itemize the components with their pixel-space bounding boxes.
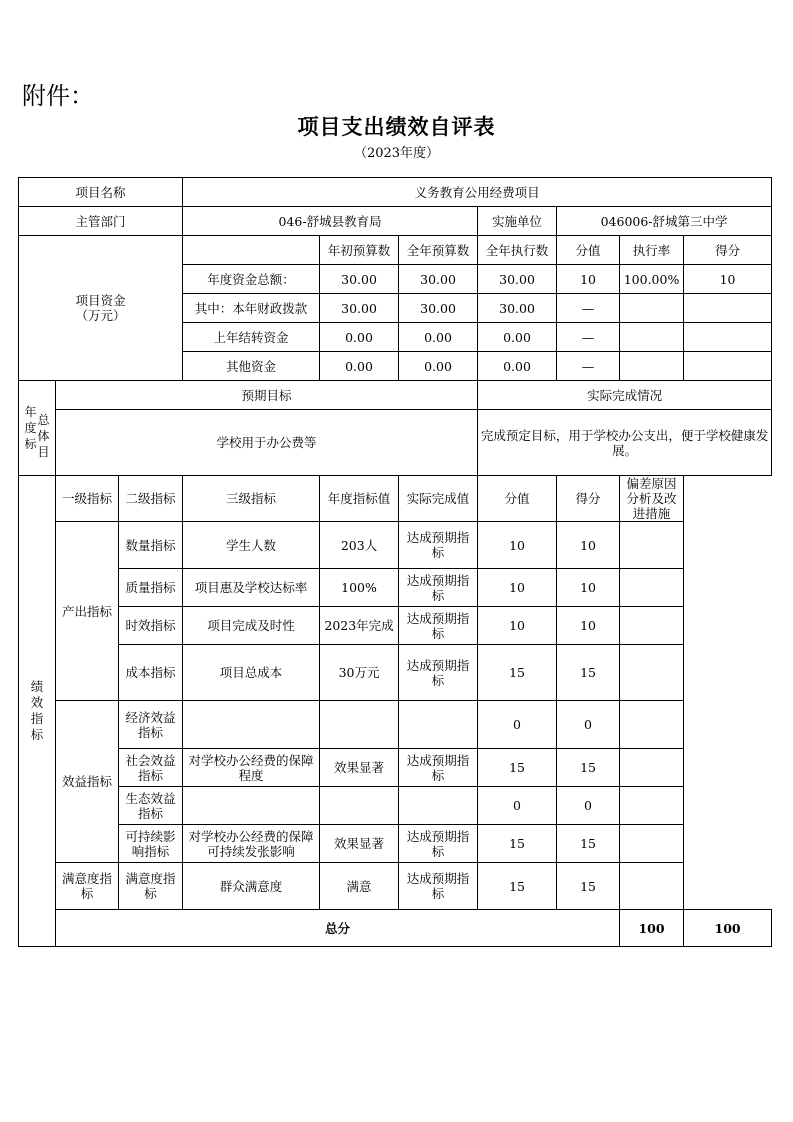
indicator-row <box>19 701 772 749</box>
indicator-score-value: 15 <box>478 749 557 787</box>
indicator-target: 100% <box>320 569 399 607</box>
funds-row-initial: 0.00 <box>320 323 399 352</box>
annual-goal-char-e: 体 <box>37 429 50 443</box>
indicator-level2: 满意度指标 <box>119 863 183 910</box>
indicator-score-value: 10 <box>478 522 557 569</box>
indicator-actual: 达成预期指标 <box>399 607 478 645</box>
indicator-deviation <box>620 645 684 701</box>
indicator-target <box>320 701 399 749</box>
indicator-score: 15 <box>557 749 620 787</box>
indicator-level2: 社会效益指标 <box>119 749 183 787</box>
actual-completion-header: 实际完成情况 <box>478 381 772 410</box>
indicator-score: 10 <box>557 569 620 607</box>
implementing-unit-label: 实施单位 <box>478 207 557 236</box>
funds-row-rate: 100.00% <box>620 265 684 294</box>
output-indicator-label: 产出指标 <box>56 522 119 701</box>
funds-row-executed: 0.00 <box>478 352 557 381</box>
indicator-score: 15 <box>557 825 620 863</box>
report-year: （2023年度） <box>353 146 440 161</box>
indicator-row <box>19 569 772 607</box>
indicator-row <box>19 825 772 863</box>
total-score-value: 100 <box>620 910 684 947</box>
indicator-score: 0 <box>557 787 620 825</box>
header-level2: 二级指标 <box>119 476 183 522</box>
funds-header-rate: 执行率 <box>620 236 684 265</box>
performance-indicators-label <box>19 476 56 947</box>
annual-goal-label <box>19 381 56 476</box>
funds-row-score <box>684 323 772 352</box>
funds-row-rate <box>620 352 684 381</box>
indicator-target: 满意 <box>320 863 399 910</box>
funds-row-score: 10 <box>684 265 772 294</box>
indicator-actual: 达成预期指标 <box>399 645 478 701</box>
indicator-score-value: 15 <box>478 645 557 701</box>
satisfaction-indicator-label: 满意度指标 <box>56 863 119 910</box>
indicator-deviation <box>620 522 684 569</box>
funds-row-executed: 30.00 <box>478 294 557 323</box>
indicator-score: 15 <box>557 645 620 701</box>
indicator-target: 203人 <box>320 522 399 569</box>
indicator-deviation <box>620 569 684 607</box>
header-score: 得分 <box>557 476 620 522</box>
indicator-actual: 达成预期指标 <box>399 522 478 569</box>
attachment-label: 附件： <box>22 82 94 110</box>
indicator-target: 效果显著 <box>320 825 399 863</box>
department-row <box>19 207 772 236</box>
department-value: 046-舒城县教育局 <box>183 207 478 236</box>
indicator-level3: 项目总成本 <box>183 645 320 701</box>
indicator-actual: 达成预期指标 <box>399 569 478 607</box>
indicator-score: 15 <box>557 863 620 910</box>
indicator-score: 0 <box>557 701 620 749</box>
performance-indicators-text: 绩效指标 <box>30 679 44 742</box>
indicator-level3: 对学校办公经费的保障可持续发张影响 <box>183 825 320 863</box>
actual-completion-value: 完成预定目标，用于学校办公支出，便于学校健康发展。 <box>478 410 772 476</box>
total-score: 100 <box>684 910 772 947</box>
annual-goal-char-a: 年 <box>24 405 37 419</box>
funds-row-executed: 30.00 <box>478 265 557 294</box>
indicator-actual: 达成预期指标 <box>399 863 478 910</box>
page-title: 项目支出绩效自评表 <box>297 114 496 139</box>
header-target: 年度指标值 <box>320 476 399 522</box>
funds-header-executed: 全年执行数 <box>478 236 557 265</box>
benefit-indicator-label: 效益指标 <box>56 701 119 863</box>
indicator-level2: 数量指标 <box>119 522 183 569</box>
funds-row-annual: 0.00 <box>399 323 478 352</box>
indicator-score-value: 15 <box>478 825 557 863</box>
indicator-row <box>19 522 772 569</box>
project-name-value: 义务教育公用经费项目 <box>183 178 772 207</box>
funds-row-score-value: — <box>557 294 620 323</box>
project-name-label: 项目名称 <box>19 178 183 207</box>
indicator-level2: 成本指标 <box>119 645 183 701</box>
indicator-score: 10 <box>557 522 620 569</box>
indicator-target <box>320 787 399 825</box>
indicator-actual: 达成预期指标 <box>399 749 478 787</box>
goals-header-row <box>19 381 772 410</box>
indicator-deviation <box>620 607 684 645</box>
funds-row-score <box>684 352 772 381</box>
expected-goal-header: 预期目标 <box>56 381 478 410</box>
funds-row-annual: 30.00 <box>399 294 478 323</box>
annual-goal-char-b: 度 <box>24 421 37 435</box>
project-name-row <box>19 178 772 207</box>
indicator-score-value: 10 <box>478 569 557 607</box>
funds-header-score: 得分 <box>684 236 772 265</box>
indicator-deviation <box>620 701 684 749</box>
indicator-level2: 时效指标 <box>119 607 183 645</box>
indicator-level3 <box>183 787 320 825</box>
funds-header-row <box>19 236 772 265</box>
funds-row-label: 其中：本年财政拨款 <box>183 294 320 323</box>
indicator-level3 <box>183 701 320 749</box>
indicator-target: 2023年完成 <box>320 607 399 645</box>
header-score-value: 分值 <box>478 476 557 522</box>
funds-row-score <box>684 294 772 323</box>
indicator-deviation <box>620 787 684 825</box>
funds-row-score-value: — <box>557 323 620 352</box>
implementing-unit-value: 046006-舒城第三中学 <box>557 207 772 236</box>
indicator-deviation <box>620 863 684 910</box>
header-actual: 实际完成值 <box>399 476 478 522</box>
indicator-level3: 群众满意度 <box>183 863 320 910</box>
funds-row-annual: 30.00 <box>399 265 478 294</box>
annual-goal-char-d: 总 <box>37 413 50 427</box>
funds-row-annual: 0.00 <box>399 352 478 381</box>
funds-row-initial: 0.00 <box>320 352 399 381</box>
header-level3: 三级指标 <box>183 476 320 522</box>
evaluation-table <box>18 177 772 947</box>
indicator-row <box>19 607 772 645</box>
funds-header-initial: 年初预算数 <box>320 236 399 265</box>
annual-goal-char-f: 目 <box>37 445 50 459</box>
indicator-row <box>19 749 772 787</box>
indicator-level3: 项目惠及学校达标率 <box>183 569 320 607</box>
indicator-deviation <box>620 749 684 787</box>
funds-row-initial: 30.00 <box>320 294 399 323</box>
funds-header-score-value: 分值 <box>557 236 620 265</box>
funds-label-line1: 项目资金 <box>75 293 126 308</box>
header-deviation: 偏差原因分析及改进措施 <box>620 476 684 522</box>
indicator-level3: 学生人数 <box>183 522 320 569</box>
indicator-target: 30万元 <box>320 645 399 701</box>
total-row <box>19 910 772 947</box>
indicators-header-row <box>19 476 772 522</box>
expected-goal-value: 学校用于办公费等 <box>56 410 478 476</box>
funds-header-annual: 全年预算数 <box>399 236 478 265</box>
annual-goal-char-c: 标 <box>24 437 37 451</box>
indicator-actual: 达成预期指标 <box>399 825 478 863</box>
indicator-row <box>19 787 772 825</box>
indicator-actual <box>399 787 478 825</box>
indicator-row <box>19 645 772 701</box>
indicator-target: 效果显著 <box>320 749 399 787</box>
indicator-score: 10 <box>557 607 620 645</box>
funds-row-score-value: 10 <box>557 265 620 294</box>
header-level1: 一级指标 <box>56 476 119 522</box>
indicator-level2: 质量指标 <box>119 569 183 607</box>
indicator-score-value: 0 <box>478 787 557 825</box>
indicator-level2: 经济效益指标 <box>119 701 183 749</box>
indicator-level2: 生态效益指标 <box>119 787 183 825</box>
indicator-score-value: 10 <box>478 607 557 645</box>
funds-label <box>19 236 183 381</box>
funds-row-label: 上年结转资金 <box>183 323 320 352</box>
indicator-level3: 项目完成及时性 <box>183 607 320 645</box>
total-label: 总分 <box>56 910 620 947</box>
funds-row-score-value: — <box>557 352 620 381</box>
funds-row-executed: 0.00 <box>478 323 557 352</box>
department-label: 主管部门 <box>19 207 183 236</box>
indicator-score-value: 0 <box>478 701 557 749</box>
funds-header-blank <box>183 236 320 265</box>
indicator-level3: 对学校办公经费的保障程度 <box>183 749 320 787</box>
indicator-level2: 可持续影响指标 <box>119 825 183 863</box>
funds-row-label: 年度资金总额： <box>183 265 320 294</box>
indicator-deviation <box>620 825 684 863</box>
funds-row-label: 其他资金 <box>183 352 320 381</box>
indicator-score-value: 15 <box>478 863 557 910</box>
funds-row-initial: 30.00 <box>320 265 399 294</box>
funds-row-rate <box>620 294 684 323</box>
goals-value-row <box>19 410 772 476</box>
funds-row-rate <box>620 323 684 352</box>
funds-label-line2: （万元） <box>75 308 126 323</box>
indicator-actual <box>399 701 478 749</box>
indicator-row <box>19 863 772 910</box>
